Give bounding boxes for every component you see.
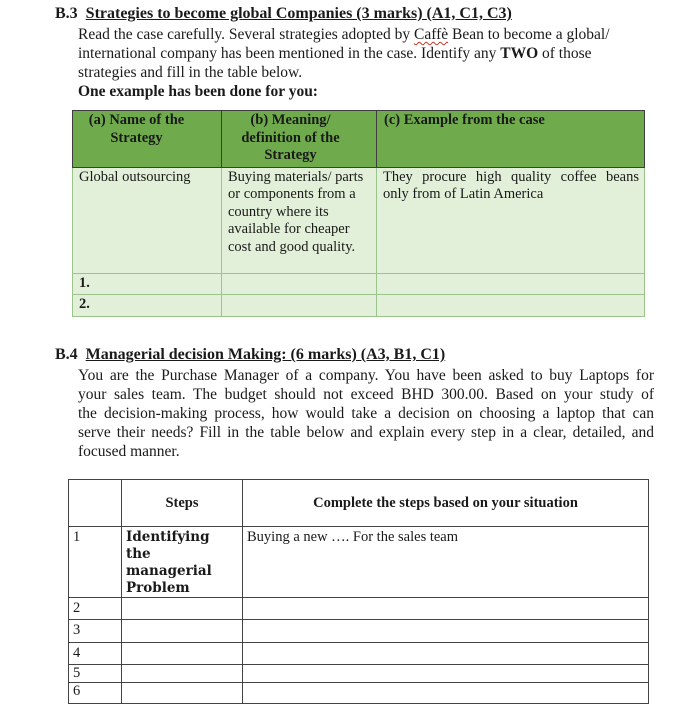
b4-line-1: You are the Purchase Manager of a company. You have been asked to buy Laptops for bbox=[78, 367, 654, 384]
row-label-2: 2. bbox=[73, 295, 222, 317]
b3-two-emphasis: TWO bbox=[500, 45, 539, 62]
row-label-1: 1. bbox=[73, 273, 222, 295]
example-strategy-name: Global outsourcing bbox=[73, 167, 222, 273]
header-name-of-strategy bbox=[73, 111, 222, 168]
step-6-answer[interactable] bbox=[243, 683, 649, 704]
brand-name: Caffè bbox=[413, 26, 449, 43]
row-1-example-cell[interactable] bbox=[377, 273, 645, 295]
header-example-text: (c) Example from the case bbox=[384, 112, 545, 128]
b3-instructions bbox=[78, 25, 654, 101]
example-meaning-text: Buying materials/ parts or components from a country where its available for cheaper cost and good quality. bbox=[228, 168, 364, 255]
b4-number: B.4 bbox=[55, 346, 78, 363]
step-number-4: 4 bbox=[69, 643, 122, 665]
row-1-meaning-cell[interactable] bbox=[222, 273, 377, 295]
table-row-example bbox=[73, 167, 645, 273]
decision-table-header bbox=[69, 480, 649, 527]
step-1-name: Identifying the managerial Problem bbox=[122, 527, 243, 598]
b3-line-2-text: international company has been mentioned in the case. Identify any bbox=[78, 45, 501, 62]
b3-heading bbox=[55, 5, 512, 23]
header-complete-steps: Complete the steps based on your situation bbox=[243, 480, 649, 527]
table-row bbox=[69, 683, 649, 704]
step-3-name[interactable] bbox=[122, 620, 243, 643]
b3-line-1 bbox=[78, 25, 654, 44]
header-meaning-text: (b) Meaning/ definition of the Strategy bbox=[241, 112, 340, 163]
table-row bbox=[73, 295, 645, 317]
b3-line-1-end: Bean to become a global/ bbox=[448, 26, 610, 43]
b4-line-4: serve their needs? Fill in the table below and explain every step in a clear, detailed, and bbox=[78, 424, 654, 441]
table-row bbox=[69, 620, 649, 643]
table-row bbox=[69, 643, 649, 665]
example-strategy-case[interactable]: They procure high quality coffee beans only from of Latin America bbox=[377, 167, 645, 273]
example-strategy-meaning bbox=[222, 167, 377, 273]
step-number-6: 6 bbox=[69, 683, 122, 704]
step-5-answer[interactable] bbox=[243, 665, 649, 683]
strategies-table-header bbox=[73, 111, 645, 168]
step-number-2: 2 bbox=[69, 598, 122, 620]
b3-line-2 bbox=[78, 44, 654, 63]
b3-line-3: strategies and fill in the table below. bbox=[78, 64, 303, 81]
strategies-table bbox=[72, 110, 645, 317]
b3-title: Strategies to become global Companies (3 marks) (A1, C1, C3) bbox=[85, 5, 512, 22]
b3-example-note: One example has been done for you: bbox=[78, 83, 318, 100]
b3-number: B.3 bbox=[55, 5, 78, 22]
step-4-name[interactable] bbox=[122, 643, 243, 665]
b4-heading bbox=[55, 346, 445, 364]
table-row bbox=[69, 665, 649, 683]
table-row bbox=[69, 598, 649, 620]
b3-line-2-end: of those bbox=[538, 45, 592, 62]
decision-steps-table bbox=[68, 479, 649, 704]
header-example bbox=[377, 111, 645, 168]
b4-instructions bbox=[78, 366, 654, 461]
b3-line-1-text: Read the case carefully. Several strategies adopted by bbox=[78, 26, 414, 43]
b4-line-5: focused manner. bbox=[78, 443, 180, 460]
b4-title: Managerial decision Making: (6 marks) (A3, B1, C1) bbox=[85, 346, 446, 363]
header-steps: Steps bbox=[122, 480, 243, 527]
step-6-name[interactable] bbox=[122, 683, 243, 704]
step-2-name[interactable] bbox=[122, 598, 243, 620]
step-number-1: 1 bbox=[69, 527, 122, 598]
step-number-3: 3 bbox=[69, 620, 122, 643]
row-2-example-cell[interactable] bbox=[377, 295, 645, 317]
step-4-answer[interactable] bbox=[243, 643, 649, 665]
step-3-answer[interactable] bbox=[243, 620, 649, 643]
step-5-name[interactable] bbox=[122, 665, 243, 683]
row-2-meaning-cell[interactable] bbox=[222, 295, 377, 317]
header-meaning bbox=[222, 111, 377, 168]
b4-line-2: your sales team. The budget should not exceed BHD 300.00. Based on your study of bbox=[78, 386, 654, 403]
header-name-text: (a) Name of the Strategy bbox=[88, 112, 185, 146]
b4-line-3: the decision-making process, how would take a decision on choosing a laptop that can bbox=[78, 405, 654, 422]
step-2-answer[interactable] bbox=[243, 598, 649, 620]
step-number-5: 5 bbox=[69, 665, 122, 683]
step-1-answer[interactable]: Buying a new …. For the sales team bbox=[243, 527, 649, 598]
table-row bbox=[69, 527, 649, 598]
header-number-cell bbox=[69, 480, 122, 527]
table-row bbox=[73, 273, 645, 295]
